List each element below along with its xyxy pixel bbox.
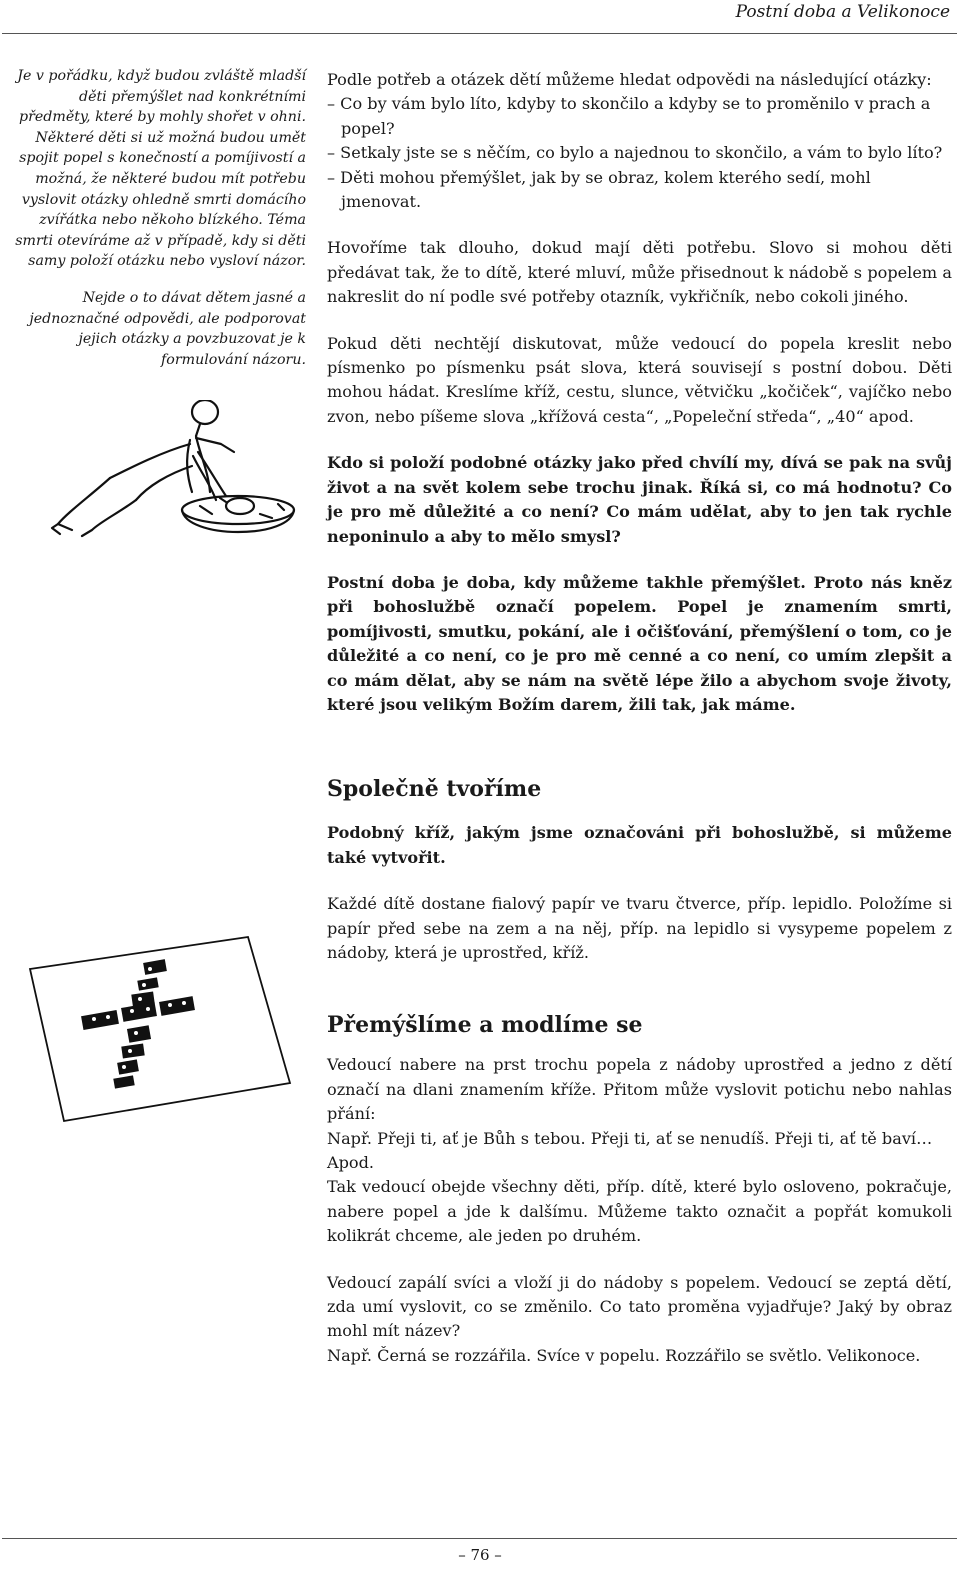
pray-paragraph-2: Vedoucí zapálí svíci a vloží ji do nádoby s popelem. Vedoucí se zeptá dětí, zda umí vyslovit, co se změnilo. Co tato proměna vyjadřuje? Jaký by obraz mohl mít název? bbox=[327, 1272, 952, 1341]
create-instructions: Každé dítě dostane fialový papír ve tvaru čtverce, příp. lepidlo. Položíme si papír před sebe na zem a na něj, příp. na lepidlo si vysypeme popelem z nádoby, která je uprostřed, kříž. bbox=[327, 894, 952, 962]
heading-reflect-pray: Přemýšlíme a modlíme se bbox=[327, 1012, 643, 1039]
paragraph-reflection: Kdo si položí podobné otázky jako před chvílí my, dívá se pak na svůj život a na svět kolem sebe trochu jinak. Říká si, co má hodnotu? Co je pro mě důležité a co není? Co mám udělat, aby to jen tak rychle neponinulo a aby to mělo smysl? bbox=[327, 453, 952, 546]
sidebar-note bbox=[6, 66, 306, 272]
page-number: – 76 – bbox=[458, 1546, 502, 1564]
create-lead: Podobný kříž, jakým jsme označováni při bohoslužbě, si můžeme také vytvořit. bbox=[327, 823, 952, 867]
paragraph-discussion: Hovoříme tak dlouho, dokud mají děti potřebu. Slovo si mohou děti předávat tak, že to dítě, které mluví, může přisednout k nádobě s popelem a nakreslit do ní podle své potřeby otazník, vykřičník, nebo cokoli jiného. bbox=[327, 238, 952, 307]
question-item: – Děti mohou přemýšlet, jak by se obraz, kolem kterého sedí, mohl jmenovat. bbox=[327, 166, 952, 215]
child-drawing-illustration bbox=[50, 400, 300, 540]
header-rule bbox=[2, 33, 957, 34]
paragraph-lent: Postní doba je doba, kdy můžeme takhle přemýšlet. Proto nás kněz při bohoslužbě označí popelem. Popel je znamením smrti, pomíjivosti, smutku, pokání, ale i očišťování, přemýšlení o tom, co je důležité a co není, co je pro mě cenné a co není, co umím zlepšit a co mám dělat, aby se nám na světě lépe žilo a abychom svoje životy, které jsou velikým Božím darem, žili tak, jak máme. bbox=[327, 572, 952, 714]
pray-paragraph-1: Vedoucí nabere na prst trochu popela z nádoby uprostřed a jedno z dětí označí na dlani znamením kříže. Přitom může vyslovit potichu nebo nahlas přání: bbox=[327, 1055, 952, 1124]
question-item: – Co by vám bylo líto, kdyby to skončilo a kdyby se to proměnilo v prach a popel? bbox=[327, 92, 952, 141]
pray-example-2: Např. Černá se rozzářila. Svíce v popelu. Rozzářilo se světlo. Velikonoce. bbox=[327, 1345, 921, 1365]
main-column bbox=[327, 68, 952, 1368]
paragraph-drawing: Pokud děti nechtějí diskutovat, může vedoucí do popela kreslit nebo písmenko po písmenku psát slova, která souvisejí s postní dobou. Děti mohou hádat. Kreslíme kříž, cestu, slunce, větvičku „kočiček“, vajíčko nebo zvon, nebo píšeme slova „křížová cesta“, „Popeleční středa“, „40“ apod. bbox=[327, 333, 952, 426]
sidebar-note-1: Je v pořádku, když budou zvláště mladší děti přemýšlet nad konkrétními předměty, které by mohly shořet v ohni. Některé děti si už možná budou umět spojit popel s konečností a pomíjivostí a možná, že některé budou mít potřebu vyslovit otázky ohledně smrti domácího zvířátka nebo někoho blízkého. Téma smrti otevíráme až v případě, kdy si děti samy položí otázku nebo vysloví názor. bbox=[15, 68, 306, 270]
question-item: – Setkaly jste se s něčím, co bylo a najednou to skončilo, a vám to bylo líto? bbox=[327, 141, 952, 165]
question-list bbox=[327, 92, 952, 214]
footer-rule bbox=[2, 1538, 957, 1539]
ash-cross-illustration bbox=[24, 935, 294, 1125]
pray-paragraph-1c: Tak vedoucí obejde všechny děti, příp. dítě, které bylo osloveno, pokračuje, nabere popel a jde k dalšímu. Můžeme takto označit a popřát komukoli kolikrát chceme, ale jeden po druhém. bbox=[327, 1177, 952, 1246]
pray-example: Např. Přeji ti, ať je Bůh s tebou. Přeji ti, ať se nenudíš. Přeji ti, ať tě baví… Apod. bbox=[327, 1128, 933, 1172]
questions-intro: Podle potřeb a otázek dětí můžeme hledat odpovědi na následující otázky: bbox=[327, 70, 932, 89]
heading-create-together: Společně tvoříme bbox=[327, 776, 542, 803]
sidebar-note-2: Nejde o to dávat dětem jasné a jednoznačné odpovědi, ale podporovat jejich otázky a povzbuzovat je k formulování názoru. bbox=[29, 290, 306, 368]
running-head: Postní doba a Velikonoce bbox=[735, 2, 950, 22]
sidebar-note-2-box bbox=[6, 288, 306, 370]
